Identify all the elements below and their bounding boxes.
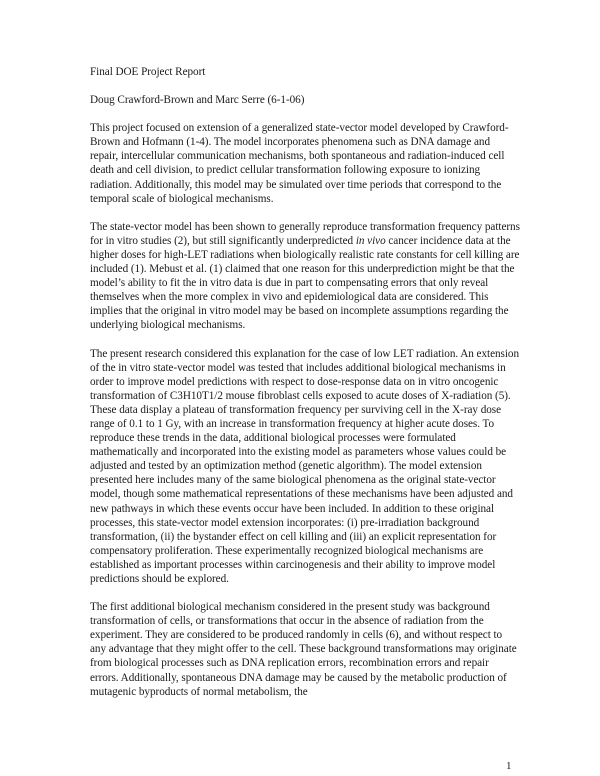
report-title: Final DOE Project Report bbox=[90, 66, 206, 78]
paragraph-2-part-b: cancer incidence data at the higher doses for high-LET radiations when biologically realistic rate constants for cell killing are included (1). Mebust et al. (1) claimed that one reason for this underprediction might be that the model’s ability to fit the in vitro data is due in part to compensating errors that only reveal themselves when the more complex in vivo and epidemiological data are considered. This implies that the original in vitro model may be based on incomplete assumptions regarding the underlying biological mechanisms. bbox=[90, 234, 520, 332]
page-number: 1 bbox=[506, 760, 512, 772]
paragraph-3: The present research considered this explanation for the case of low LET radiation. An extension of the in vitro state-vector model was tested that includes additional biological mechanisms in order to improve model predictions with respect to dose-response data on in vitro oncogenic transformation of C3H10T1/2 mouse fibroblast cells exposed to acute doses of X-radiation (5). These data display a plateau of transformation frequency per surviving cell in the X-ray dose range of 0.1 to 1 Gy, with an increase in transformation frequency at higher acute doses. To reproduce these trends in the data, additional biological processes were formulated mathematically and incorporated into the existing model as parameters whose values could be adjusted and tested by an optimization method (genetic algorithm). The model extension presented here includes many of the same biological phenomena as the original state-vector model, though some mathematical representations of these mechanisms have been adjusted and new pathways in which these events occur have been included. In addition to these original processes, this state-vector model extension incorporates: (i) pre-irradiation background transformation, (ii) the bystander effect on cell killing and (iii) an explicit representation for compensatory proliferation. These experimentally recognized biological mechanisms are established as important processes within carcinogenesis and their ability to improve model predictions should be explored. bbox=[90, 347, 519, 585]
document-body bbox=[90, 65, 520, 713]
paragraph-2-italic: in vivo bbox=[355, 234, 386, 247]
paragraph-2 bbox=[90, 220, 520, 333]
paragraph-1: This project focused on extension of a generalized state-vector model developed by Crawford-Brown and Hofmann (1-4). The model incorporates phenomena such as DNA damage and repair, intercellular communication mechanisms, both spontaneous and radiation-induced cell death and cell division, to predict cellular transformation following exposure to ionizing radiation. Additionally, this model may be simulated over time periods that correspond to the temporal scale of biological mechanisms. bbox=[90, 122, 509, 205]
paragraph-4: The first additional biological mechanism considered in the present study was background transformation of cells, or transformations that occur in the absence of radiation from the experiment. They are considered to be produced randomly in cells (6), and without respect to any advantage that they might offer to the cell. These background transformations may originate from biological processes such as DNA replication errors, recombination errors and repair errors. Additionally, spontaneous DNA damage may be caused by the metabolic production of mutagenic byproducts of normal metabolism, the bbox=[90, 601, 517, 698]
paragraph-2-part-a: The state-vector model has been shown to generally reproduce transformation frequency patterns for in vitro studies (2), but still significantly underpredicted bbox=[90, 220, 520, 247]
authors-line: Doug Crawford-Brown and Marc Serre (6-1-06) bbox=[90, 94, 305, 107]
